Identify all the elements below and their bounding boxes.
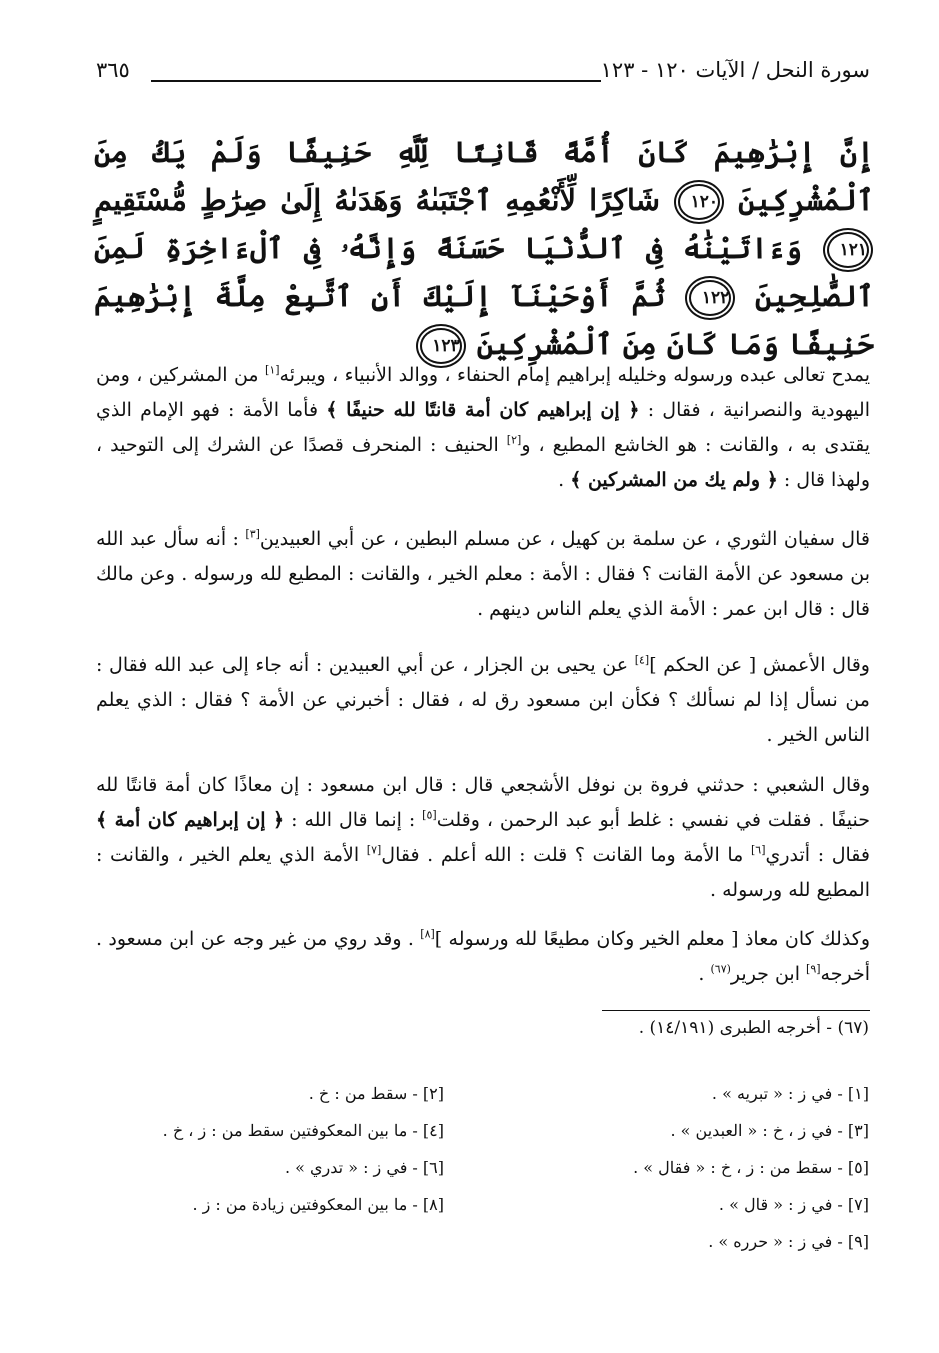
text: الأمة الذي يعلم الخير ، والقانت : المطيع لله ورسوله .: [96, 844, 870, 901]
footnote-6: [٦] - في ز : « تدري » .: [284, 1158, 444, 1177]
page-header: [96, 58, 870, 96]
footnote-2: [٢] - سقط من : خ .: [308, 1084, 444, 1103]
text: من المشركين ، ومن اليهودية والنصرانية ، فقال :: [96, 364, 870, 421]
footnote-ref: [٣]: [245, 527, 260, 541]
footnote-9: [٩] - في ز : « حرره » .: [708, 1232, 869, 1251]
commentary-paragraph-1: [96, 358, 870, 498]
footnote-ref: [٦]: [750, 843, 766, 857]
text: وكذلك كان معاذ [ معلم الخير وكان مطيعًا لله ورسوله ]: [434, 928, 871, 950]
text: وقال الشعبي : حدثني فروة بن نوفل الأشجعي قال : قال ابن مسعود : إن معاذًا كان أمة قانتًا لله حنيفًا . فقلت في نفسي : غلط أبو عبد الرحمن ، وقلت: [96, 774, 871, 831]
text: .: [698, 963, 711, 985]
text: يمدح تعالى عبده ورسوله وخليله إبراهيم إمام الحنفاء ، ووالد الأنبياء ، ويبرئه: [279, 364, 870, 386]
text: عن يحيى بن الجزار ، عن أبي العبيدين : أنه جاء إلى عبد الله فقال : من نسأل إذا لم نسألك ؟ فكأن ابن مسعود رق له ، فقال : أخبرني عن الأمة ؟ فقال : الذي يعلم الناس الخير .: [96, 654, 870, 746]
header-rule: [151, 80, 601, 82]
footnote-rule: [602, 1010, 870, 1011]
footnote-5: [٥] - سقط من : ز ، خ : « فقال » .: [633, 1158, 869, 1177]
footnote-ref: [٤]: [634, 653, 650, 667]
text: ابن جرير: [730, 963, 807, 985]
commentary-paragraph-4: [96, 768, 870, 908]
text: قال سفيان الثوري ، عن سلمة بن كهيل ، عن مسلم البطين ، عن أبي العبيدين: [259, 528, 870, 550]
quran-verses: [94, 128, 874, 368]
running-title: سورة النحل / الآيات ١٢٠ - ١٢٣: [600, 58, 870, 82]
footnote-ref: [٧]: [366, 843, 382, 857]
footnote-8: [٨] - ما بين المعكوفتين زيادة من : ز .: [192, 1195, 444, 1214]
commentary-paragraph-3: [96, 648, 870, 753]
text: فأما الأمة : فهو الإمام الذي يقتدى به ، والقانت : هو الخاشع المطيع ، و: [96, 399, 870, 456]
footnotes-right-column: [633, 1075, 869, 1260]
ayah-number-122: ١٢٢: [689, 280, 731, 316]
text: . وقد روي من غير وجه عن ابن مسعود . أخرجه: [96, 928, 870, 985]
footnote-ref: (٦٧): [710, 962, 731, 976]
text: : إنما قال الله :: [284, 809, 423, 831]
verse-121: شَاكِرًا لِّأَنْعُمِهِ ٱجْتَبَىٰهُ وَهَدَىٰهُ إِلَىٰ صِرَٰطٍ مُّسْتَقِيمٍ: [94, 183, 661, 217]
footnote-ref: [٨]: [420, 927, 435, 941]
footnote-7: [٧] - في ز : « قال » .: [718, 1195, 869, 1214]
commentary-paragraph-5: [96, 922, 870, 992]
ayah-number-123: ١٢٣: [420, 328, 462, 364]
verse-quote: ﴿ ولم يك من المشركين ﴾: [570, 469, 778, 491]
verse-quote: ﴿ إن إبراهيم كان أمة قانتًا لله حنيفًا ﴾: [326, 399, 640, 421]
verse-120: إِنَّ إِبْرَٰهِيمَ كَانَ أُمَّةً قَانِتًا لِّلَّهِ حَنِيفًا وَلَمْ يَكُ مِنَ ٱلْمُشْرِكِينَ: [94, 135, 875, 217]
footnote-ref: [٥]: [422, 808, 437, 822]
footnotes-left-column: [163, 1075, 444, 1223]
footnote-1: [١] - في ز : « تبريه » .: [711, 1084, 869, 1103]
footnote-4: [٤] - ما بين المعكوفتين سقط من : ز ، خ .: [162, 1121, 444, 1140]
footnote-main: (٦٧) - أخرجه الطبرى (١٤/١٩١) .: [638, 1018, 869, 1038]
text: وقال الأعمش [ عن الحكم ]: [649, 654, 870, 676]
footnote-3: [٣] - في ز ، خ : « العبدين » .: [670, 1121, 869, 1140]
footnote-ref: [١]: [265, 363, 280, 377]
footnote-ref: [٢]: [506, 433, 522, 447]
ayah-number-121: ١٢١: [827, 232, 869, 268]
commentary-paragraph-2: [96, 522, 870, 627]
ayah-number-120: ١٢٠: [678, 184, 720, 220]
text: : أنه سأل عبد الله بن مسعود عن الأمة القانت ؟ فقال : الأمة : معلم الخير ، والقانت : المطيع لله ورسوله . وعن مالك قال : قال ابن عمر : الأمة الذي يعلم الناس دينهم .: [96, 528, 870, 620]
verse-123: ثُمَّ أَوْحَيْنَآ إِلَيْكَ أَنِ ٱتَّبِعْ مِلَّةَ إِبْرَٰهِيمَ حَنِيفًا وَمَا كَانَ مِنَ ٱلْمُشْرِكِينَ: [94, 279, 874, 361]
text: .: [558, 469, 571, 491]
page-number: ٣٦٥: [96, 58, 130, 82]
text: الحنيف : المنحرف قصدًا عن الشرك إلى التوحيد ، ولهذا قال :: [96, 434, 870, 491]
footnote-ref: [٩]: [806, 962, 821, 976]
verse-122: وَءَاتَيْنَٰهُ فِى ٱلدُّنْيَا حَسَنَةً وَإِنَّهُۥ فِى ٱلْءَاخِرَةِ لَمِنَ ٱلصَّٰلِحِينَ: [94, 231, 874, 313]
verse-quote: ﴿ إن إبراهيم كان أمة ﴾: [96, 809, 285, 831]
text: فقال : أتدري: [765, 844, 871, 866]
text: ما الأمة وما القانت ؟ قلت : الله أعلم . فقال: [381, 844, 751, 866]
